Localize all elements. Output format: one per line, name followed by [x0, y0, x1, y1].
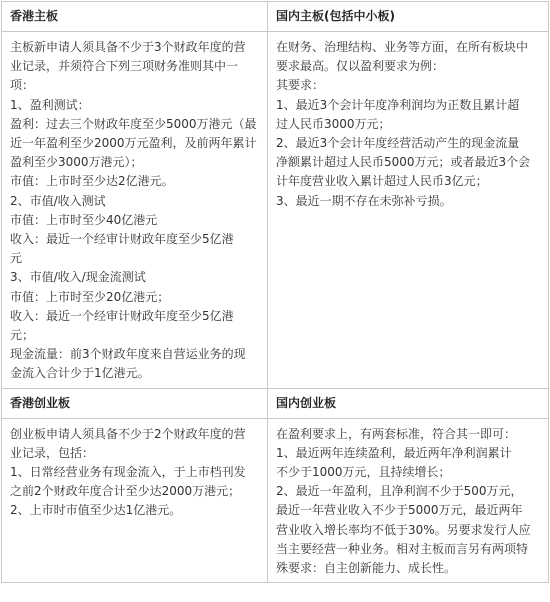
text-line: 3、市值/收入/现金流测试	[10, 270, 146, 285]
header-row-main-board	[2, 2, 549, 32]
text-line: 净额累计超过人民币5000万元；或者最近3个会	[276, 155, 531, 170]
header-hk-main-board: 香港主板	[2, 2, 268, 32]
cell-cn-main-board	[268, 32, 549, 389]
text-line: 市值：上市时至少达2亿港元。	[10, 174, 174, 189]
header-hk-gem: 香港创业板	[2, 388, 268, 418]
content-row-growth-board	[2, 418, 549, 583]
text-line: 业记录，并须符合下列三项财务准则其中一	[10, 59, 239, 74]
text-line: 市值：上市时至少40亿港元	[10, 212, 158, 227]
text-line: 1、日常经营业务有现金流入，于上市档刊发	[10, 465, 246, 480]
text-line: 金流入合计少于1亿港元。	[10, 366, 150, 381]
content-row-main-board	[2, 32, 549, 389]
text-line: 业记录，包括：	[10, 445, 95, 460]
text-line: 2、最近一年盈利，且净利润不少于500万元，	[276, 484, 523, 499]
text-line: 主板新申请人须具备不少于3个财政年度的营	[10, 40, 246, 54]
text-line: 近一年盈利至少2000万元盈利，及前两年累计	[10, 136, 257, 151]
text-line: 在盈利要求上，有两套标准，符合其一即可：	[276, 426, 517, 441]
cell-cn-chinext	[268, 418, 549, 583]
text-line: 市值：上市时至少20亿港元；	[10, 289, 170, 304]
text-line: 殊要求：自主创新能力、成长性。	[276, 561, 457, 576]
text-line: 项：	[10, 78, 35, 93]
text-line: 1、盈利测试：	[10, 97, 90, 112]
listing-requirements-table	[1, 1, 549, 583]
text-line: 计年度营业收入累计超过人民币3亿元；	[276, 174, 488, 189]
header-cn-chinext: 国内创业板	[268, 388, 549, 418]
text-line: 元；	[10, 328, 35, 343]
text-line: 当主要经营一种业务。相对主板而言另有两项特	[276, 541, 529, 556]
text-line: 收入：最近一个经审计财政年度至少5亿港	[10, 308, 234, 323]
hk-main-board-text	[10, 38, 259, 384]
text-line: 过人民币3000万元；	[276, 116, 391, 131]
text-line: 1、最近两年连续盈利，最近两年净利润累计	[276, 445, 512, 460]
text-line: 最近一年营业收入不少于5000万元，最近两年	[276, 503, 523, 518]
text-line: 1、最近3个会计年度净利润均为正数且累计超	[276, 97, 520, 112]
text-line: 盈利至少3000万港元）；	[10, 155, 143, 170]
cn-main-board-text	[276, 38, 540, 211]
comparison-document	[1, 1, 549, 600]
header-cn-main-board: 国内主板(包括中小板)	[268, 2, 549, 32]
text-line: 2、最近3个会计年度经营活动产生的现金流量	[276, 136, 520, 151]
cell-hk-gem	[2, 418, 268, 583]
text-line: 之前2个财政年度合计至少达2000万港元；	[10, 484, 241, 499]
text-line: 其要求：	[276, 78, 325, 93]
cn-chinext-text	[276, 425, 540, 579]
cell-hk-main-board	[2, 32, 268, 389]
text-line: 营业收入增长率均不低于30%。另要求发行人应	[276, 522, 531, 537]
text-line: 在财务、治理结构、业务等方面，在所有板块中	[276, 40, 529, 54]
text-line: 元	[10, 251, 23, 266]
text-line: 创业板申请人须具备不少于2个财政年度的营	[10, 426, 246, 441]
text-line: 2、上市时市值至少达1亿港元。	[10, 503, 182, 518]
text-line: 收入：最近一个经审计财政年度至少5亿港	[10, 232, 234, 247]
text-line: 不少于1000万元，且持续增长；	[276, 465, 451, 480]
text-line: 盈利：过去三个财政年度至少5000万港元（最	[10, 116, 257, 131]
text-line: 3、最近一期不存在未弥补亏损。	[276, 193, 452, 208]
text-line: 2、市值/收入测试	[10, 193, 106, 208]
header-row-growth-board	[2, 388, 549, 418]
text-line: 要求最高。仅以盈利要求为例：	[276, 59, 445, 74]
hk-gem-text	[10, 425, 259, 521]
text-line: 现金流量：前3个财政年度来自营运业务的现	[10, 347, 246, 362]
